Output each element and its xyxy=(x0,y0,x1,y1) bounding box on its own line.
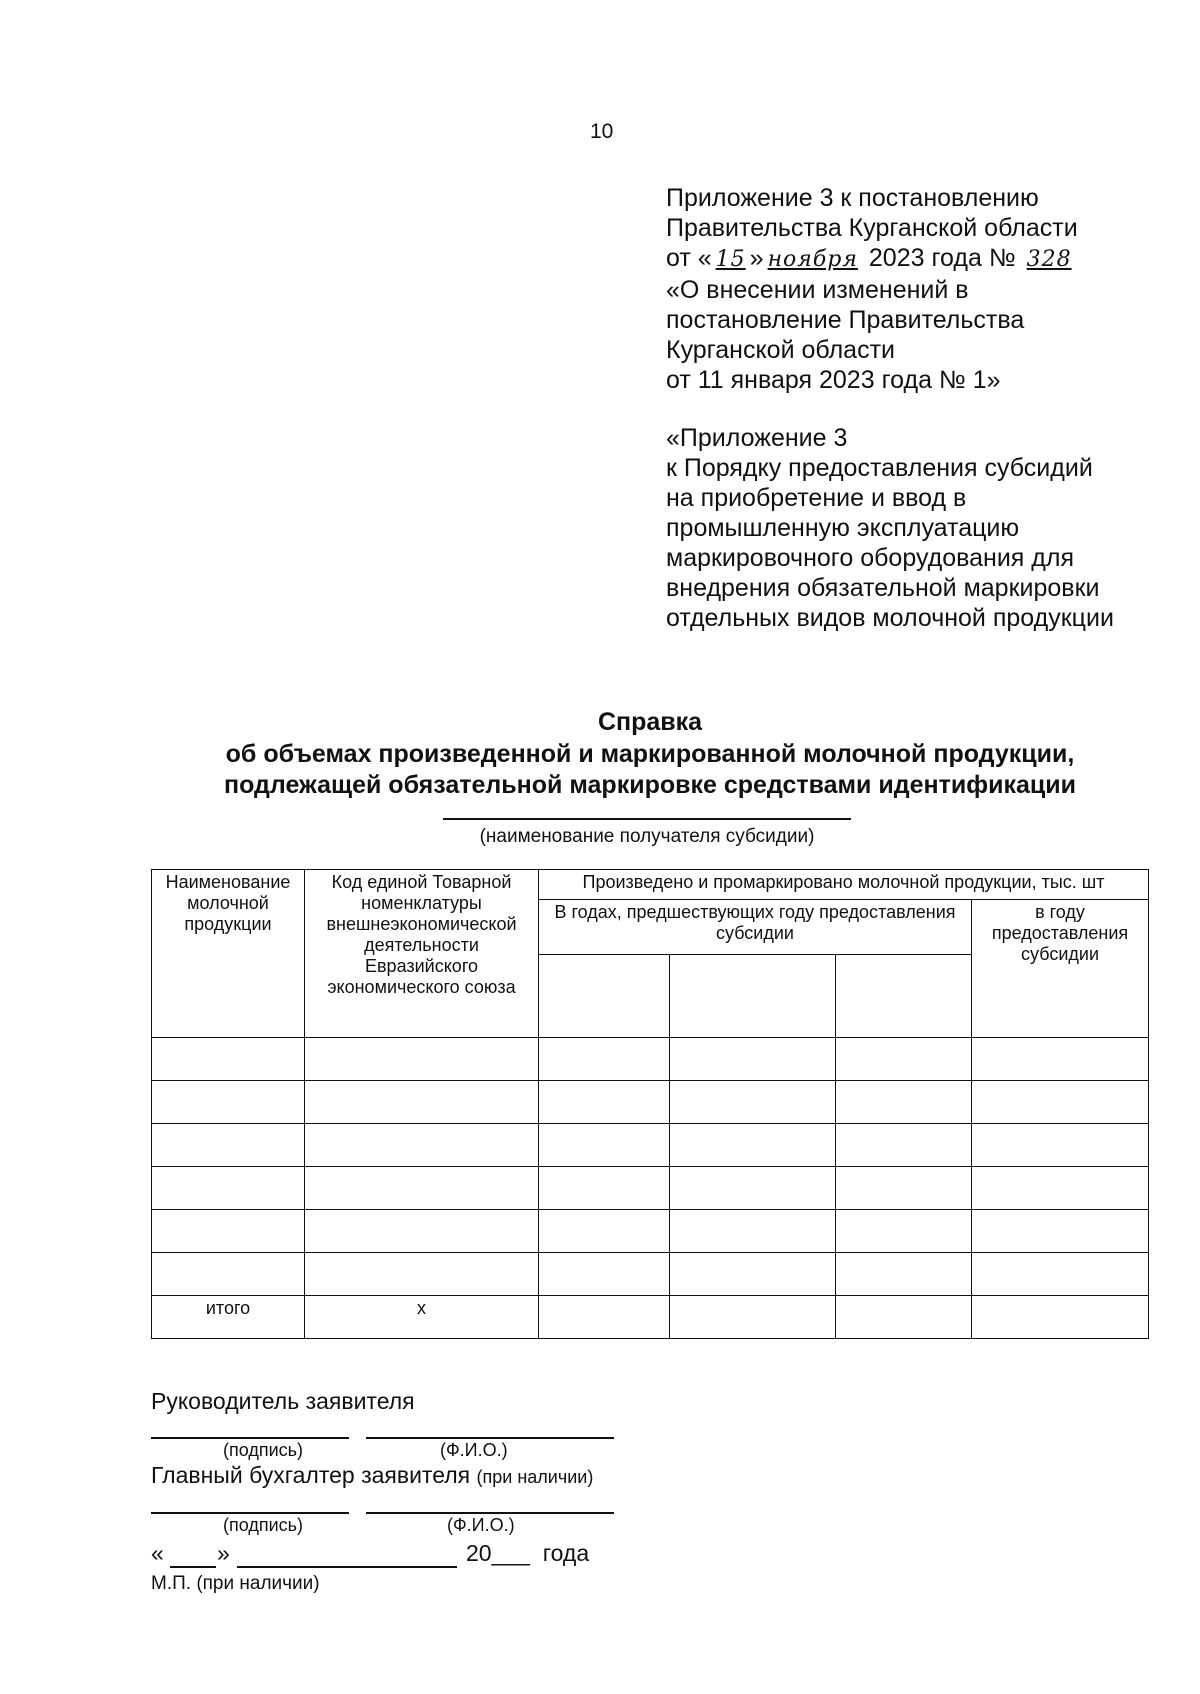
handwritten-number: 328 xyxy=(1026,247,1072,272)
accountant-note: (при наличии) xyxy=(476,1467,594,1487)
table-row xyxy=(152,1081,1149,1124)
header-current-year: в году предоставления субсидии xyxy=(972,900,1149,1038)
annex-line: постановление Правительства xyxy=(666,306,1025,334)
date-mid: » xyxy=(749,244,764,272)
fio-caption: (Ф.И.О.) xyxy=(440,1440,508,1460)
annex2-line: отдельных видов молочной продукции xyxy=(666,604,1114,632)
annex-line: от 11 января 2023 года № 1» xyxy=(666,366,1001,394)
document-title: Справка xyxy=(597,708,703,736)
head-name-line xyxy=(366,1437,614,1439)
annex2-line: внедрения обязательной маркировки xyxy=(666,574,1100,602)
annex-procedure xyxy=(666,423,1186,633)
accountant-label: Главный бухгалтер заявителя xyxy=(151,1462,471,1488)
date-year: 2023 года № xyxy=(868,244,1016,272)
accountant-signature-line xyxy=(151,1512,349,1514)
annex-header xyxy=(666,183,1186,395)
annex-line: «О внесении изменений в xyxy=(666,276,969,304)
signature-caption: (подпись) xyxy=(223,1515,304,1535)
table-row xyxy=(152,1038,1149,1081)
table-row xyxy=(152,1253,1149,1296)
date-close-quote: » xyxy=(217,1540,230,1566)
year-cell xyxy=(539,955,670,1038)
accountant-name-line xyxy=(366,1512,614,1514)
head-signature-line xyxy=(151,1437,349,1439)
annex2-line: на приобретение и ввод в xyxy=(666,484,967,512)
document-subtitle: подлежащей обязательной маркировке средствами идентификации xyxy=(224,771,1076,799)
table-row xyxy=(152,1124,1149,1167)
accountant-line xyxy=(151,1462,593,1489)
annex-line: Правительства Курганской области xyxy=(666,214,1078,242)
production-table xyxy=(151,869,1149,1339)
header-produced: Произведено и промаркировано молочной продукции, тыс. шт xyxy=(539,870,1149,900)
recipient-name-line xyxy=(443,818,851,820)
date-prefix: от « xyxy=(666,244,712,272)
signature-caption: (подпись) xyxy=(223,1440,304,1460)
annex-line: Приложение 3 к постановлению xyxy=(666,184,1039,212)
annex2-line: маркировочного оборудования для xyxy=(666,544,1074,572)
date-open-quote: « xyxy=(151,1540,164,1566)
year-cell xyxy=(670,955,836,1038)
header-product-name: Наименование молочной продукции xyxy=(152,870,305,1038)
page-number: 10 xyxy=(590,120,614,143)
annex2-line: промышленную эксплуатацию xyxy=(666,514,1020,542)
recipient-caption: (наименование получателя субсидии) xyxy=(479,826,815,847)
total-label: итого xyxy=(152,1296,305,1339)
date-month-line xyxy=(237,1566,457,1568)
table-row xyxy=(152,1210,1149,1253)
annex2-line: «Приложение 3 xyxy=(666,424,848,452)
document-subtitle: об объемах произведенной и маркированной молочной продукции, xyxy=(225,740,1075,768)
total-row xyxy=(152,1296,1149,1339)
year-cell xyxy=(836,955,972,1038)
annex-date-line xyxy=(666,243,1186,275)
annex-line: Курганской области xyxy=(666,336,896,364)
header-previous-years: В годах, предшествующих году предоставления субсидии xyxy=(539,900,972,955)
handwritten-day: 15 xyxy=(715,247,746,272)
stamp-note: М.П. (при наличии) xyxy=(151,1573,320,1594)
head-label: Руководитель заявителя xyxy=(151,1388,415,1414)
header-tn-ved-code: Код единой Товарной номенклатуры внешнеэкономической деятельности Евразийского экономического союза xyxy=(305,870,539,1038)
annex2-line: к Порядку предоставления субсидий xyxy=(666,454,1093,482)
date-year: 20___ года xyxy=(466,1540,590,1566)
fio-caption: (Ф.И.О.) xyxy=(447,1515,515,1535)
total-code: х xyxy=(305,1296,539,1339)
handwritten-month: ноября xyxy=(767,247,858,272)
date-day-line xyxy=(170,1566,216,1568)
table-row xyxy=(152,1167,1149,1210)
